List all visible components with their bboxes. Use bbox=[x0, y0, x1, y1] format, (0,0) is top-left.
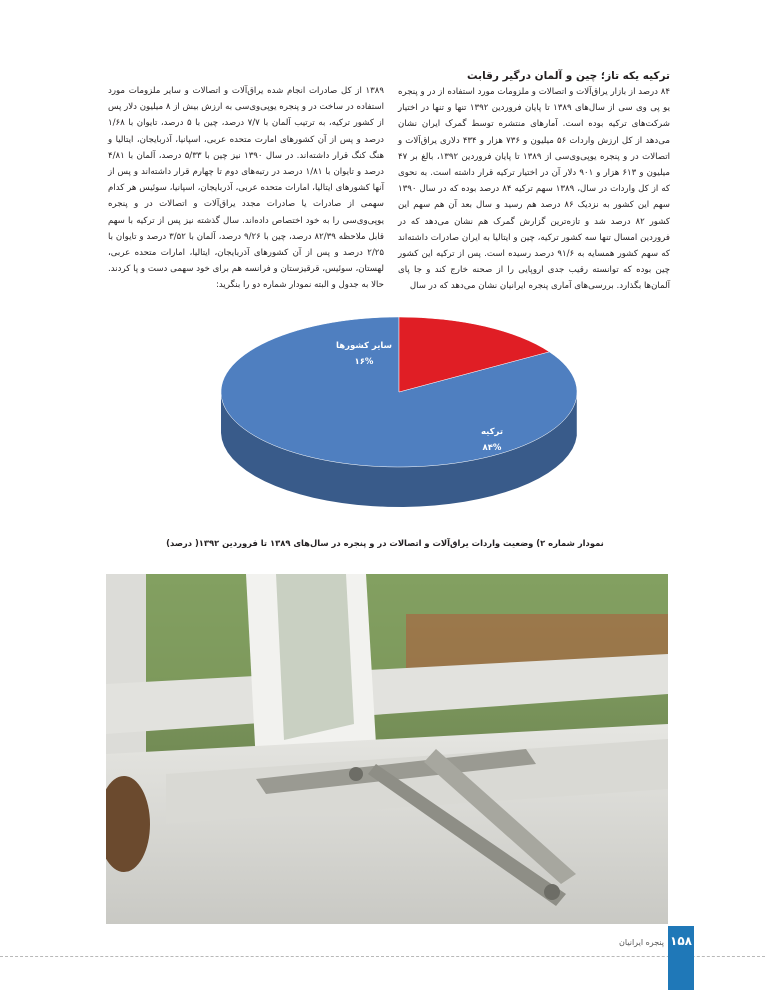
article-heading: ترکیه یکه تاز؛ چین و آلمان درگیر رقابت bbox=[467, 70, 670, 82]
chart-caption: نمودار شماره ۲) وضعیت واردات یراق‌آلات و اتصالات در و پنجره در سال‌های ۱۳۸۹ تا فروردین ۱۳۹۲( درصد) bbox=[166, 538, 604, 548]
footer-divider bbox=[0, 956, 765, 957]
right-column-text: ۸۴ درصد از بازار یراق‌آلات و اتصالات و ملزومات مورد استفاده از در و پنجره یو پی وی سی از سال‌های ۱۳۸۹ تا پایان فروردین ۱۳۹۲ تنها و تنها در اختیار شرکت‌های ترکیه بوده است. آمارهای منتشره توسط گمرک ایران نشان می‌دهد از کل ارزش واردات ۵۶ میلیون و ۷۳۶ هزار و ۴۳۴ دلاری یراق‌آلات و اتصالات در و پنجره یوپی‌وی‌سی از ۱۳۸۹ تا پایان فروردین ۱۳۹۲، بالغ بر ۴۷ میلیون و ۶۱۳ هزار و ۹۰۱ دلار آن در اختیار ترکیه قرار داشته است. به نحوی که از کل واردات در سال، ۱۳۸۹ سهم ترکیه ۸۴ درصد بوده که در سال ۱۳۹۰ سهم این کشور به نزدیک ۸۶ درصد هم رسید و سال بعد آن هم سهم این کشور ۸۲ درصد شد و تازه‌ترین گزارش گمرک هم نشان می‌دهد که در فروردین امسال تنها سه کشور ترکیه، چین و ایتالیا به ایران صادرات داشته‌اند که سهم کشور همسایه به ۹۱/۶ درصد رسیده است. پس از ترکیه این کشور چین بوده که توانسته رقیب جدی اروپایی را از صحنه خارج کند و جا پای آلمان‌ها بگذارد. بررسی‌های آماری پنجره ایرانیان نشان می‌دهد که در سال bbox=[398, 87, 670, 292]
pie-chart bbox=[214, 312, 584, 512]
article-right-column bbox=[398, 68, 670, 295]
pie-label: ترکیه bbox=[480, 427, 504, 437]
pie-value-label: ۱۶% bbox=[354, 357, 374, 367]
pie-value-label: ۸۴% bbox=[482, 443, 502, 453]
magazine-name: پنجره ایرانیان bbox=[619, 938, 664, 947]
pie-label: سایر کشورها bbox=[336, 341, 392, 351]
window-hinge-photo bbox=[106, 574, 668, 924]
photo-illustration bbox=[106, 574, 668, 924]
left-column-text: ۱۳۸۹ از کل صادرات انجام شده یراق‌آلات و اتصالات و سایر ملزومات مورد استفاده در ساخت در و پنجره یوپی‌وی‌سی به ارزش بیش از ۸ میلیون دلار پس از کشور ترکیه، به ترتیب آلمان با ۷/۷ درصد، چین با ۵ درصد، تایوان با ۱/۶۸ درصد و پس از آن کشورهای امارت متحده عربی، اسپانیا، آذربایجان، ایتالیا و هنگ کنگ قرار داشته‌اند. در سال ۱۳۹۰ نیز چین با ۵/۳۳ درصد، آلمان با ۴/۸۱ درصد و تایوان با ۱/۸۱ درصد در رتبه‌های دوم تا چهارم قرار داشته‌اند و پس از آنها کشورهای ایتالیا، امارات متحده عربی، آذربایجان، اسپانیا، سوئیس هر کدام سهمی از صادرات یا صادرات مجدد یراق‌آلات و اتصالات در و پنجره یوپی‌وی‌سی را به خود اختصاص داده‌اند. سال گذشته نیز پس از ترکیه با سهم قابل ملاحظه ۸۲/۳۹ درصد، چین با ۹/۲۶ درصد، آلمان با ۳/۵۲ درصد و تایوان با ۲/۲۵ درصد و پس از آن کشورهای آذربایجان، ایتالیا، امارات متحده عربی، لهستان، سوئیس، قرقیزستان و فرانسه هم برای خود سهمی دست و پا کردند. حالا به جدول و البته نمودار شماره دو را بنگرید: bbox=[108, 86, 384, 291]
page-number: ۱۵۸ bbox=[670, 934, 692, 948]
article-left-column bbox=[108, 83, 384, 294]
